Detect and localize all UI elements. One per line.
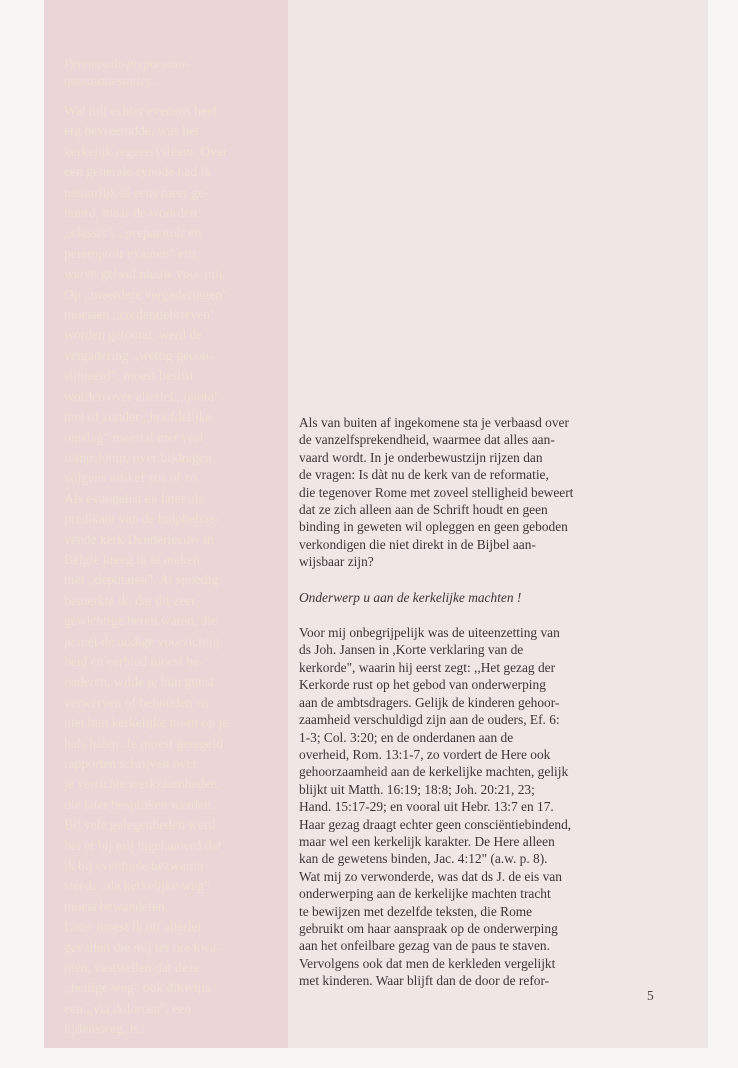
text-line: gehoorzaamheid aan de kerkelijke machten, gelijk (299, 764, 569, 780)
text-line: Kerkorde rust op het gebod van onderwerping (299, 677, 546, 693)
sidebar-text (64, 55, 284, 1040)
text-line: worden getoond, werd de (64, 327, 203, 343)
text-line: België kreeg ik te maken (64, 551, 200, 567)
sidebar-heading-line: quota-attestaties. . . . (64, 73, 174, 88)
text-line: kan de gewetens binden, Jac. 4:12" (a.w. p. 8). (299, 851, 548, 867)
text-line: peremptoir examen" enz. (64, 245, 201, 261)
text-line: naderen, wilde je hun gunst (64, 674, 214, 690)
text-line: stitueerd", moest beslist (64, 368, 194, 384)
text-line: hoord, maar de woorden (64, 205, 197, 221)
text-line: erg bevreemdde, was het (64, 123, 199, 139)
text-line: Vervolgens ook dat men de kerkleden vergelijkt (299, 955, 556, 971)
text-line: een ,,via dolorosa", een (64, 1000, 192, 1016)
text-line: maar wel een kerkelijk karakter. De Here alleen (299, 833, 555, 849)
text-line: een generale synode had ik (64, 164, 212, 180)
text-line: verwerven of behouden en (64, 694, 209, 710)
text-line: Voor mij onbegrijpelijk was de uiteenzetting van (299, 625, 560, 641)
text-line: Wat mij zo verwonderde, was dat ds J. de eis van (299, 868, 562, 884)
text-line: zaamheid verschuldigd zijn aan de ouders, Ef. 6: (299, 712, 560, 728)
sidebar-body (64, 101, 284, 1040)
text-line: Op ,,meerdere vergaderingen" (64, 286, 228, 302)
text-line: rapporten schrijven over (64, 756, 197, 771)
text-line: hals halen. Je moest geregeld (64, 735, 223, 751)
page-number: 5 (647, 988, 654, 1003)
text-line: natuurlijk al eens meer ge- (64, 184, 209, 200)
text-line: waren geheel nieuw voor mij. (64, 266, 226, 282)
paragraph-intro (299, 414, 661, 571)
text-line: moesten ,,credentiebrieven" (64, 307, 216, 323)
text-line: overheid, Rom. 13:1-7, zo vordert de Here ook (299, 746, 551, 762)
text-line: moest bewandelen. (64, 898, 169, 914)
text-line: gevallen die mij ter ore kwa- (64, 939, 221, 955)
text-line: Later moest ik uit allerlei (64, 919, 202, 935)
text-line: Bij vele gelegenheden werd (64, 817, 216, 833)
text-line: met ,,deputaten". Al spoedig (64, 572, 219, 588)
text-line: te bewijzen met dezelfde teksten, die Rome (299, 903, 533, 919)
text-line: met of zonder ,,hoofdelijke (64, 409, 212, 425)
text-line: Hand. 15:17-29; en vooral uit Hebr. 13:7 en 17. (299, 799, 554, 815)
text-line: het er bij mij ingehamerd dat (64, 837, 222, 853)
text-line: gewichtige heren waren, die (64, 613, 218, 629)
text-line: binding in geweten wil opleggen en geen geboden (299, 519, 568, 535)
text-line: omslag" meestal met veel (64, 429, 204, 445)
text-line: die later besproken werden. (64, 796, 215, 812)
text-line: bemerkte ik, dat dit zeer (64, 592, 196, 608)
text-line: 1-3; Col. 3:20; en de onderdanen aan de (299, 729, 514, 745)
sidebar-heading (64, 55, 284, 89)
section-subheading: Onderwerp u aan de kerkelijke machten ! (299, 589, 522, 605)
main-text (299, 414, 661, 990)
text-line: de vanzelfsprekendheid, waarmee dat alles aan- (299, 432, 555, 448)
text-line: niet hun kerkelijke toorn op je (64, 715, 229, 731)
text-line: aan het onfeilbare gezag van de paus te staven. (299, 938, 550, 954)
text-line: Als evangelist en later als (64, 490, 204, 506)
text-line: dat ze zich alleen aan de Schrift houdt en geen (299, 502, 548, 518)
text-line: aan de ambtsdragers. Gelijk de kinderen gehoor- (299, 694, 560, 710)
text-line: steeds ,,de kerkelijke weg" (64, 878, 210, 894)
text-line: de vragen: Is dàt nu de kerk van de reformatie, (299, 467, 549, 483)
paragraph-body (299, 624, 661, 990)
text-line: kerkorde", waarin hij eerst zegt: ,,Het gezag der (299, 659, 556, 675)
text-line: Haar gezag draagt echter geen consciëntiebindend, (299, 816, 572, 832)
text-line: Wat mij echter evenens heel (64, 103, 217, 118)
text-line: men, vaststellen dat deze (64, 960, 200, 976)
text-line: gebruikt om haar aanspraak op de onderwerping (299, 920, 558, 936)
text-line: verkondigen die niet direkt in de Bijbel aan- (299, 536, 536, 552)
text-line: kerkelijk regeersysteem. Over (64, 143, 228, 159)
text-line: blijkt uit Matth. 16:19; 18:8; Joh. 20:21, 23; (299, 781, 535, 797)
text-line: predikant van de hulpbehoe- (64, 511, 220, 527)
text-line: onderwerping aan de kerkelijke machten tracht (299, 886, 551, 902)
text-line: ,,heilige weg" ook dikwijls (64, 980, 211, 996)
text-line: ,,classis", ,,preparatoir en (64, 225, 202, 241)
text-line: rompslomp, over bijdragen (64, 449, 212, 465)
text-line: met kinderen. Waar blijft dan de door de refor- (299, 973, 550, 989)
text-line: heid en eerbied moest be- (64, 653, 204, 669)
text-line: ds Joh. Jansen in ,Korte verklaring van de (299, 642, 524, 658)
text-line: vende kerk Denderleeuw in (64, 531, 214, 547)
text-line: vergadering ,,wettig gecon- (64, 347, 214, 363)
text-line: lijdensweg, is. (64, 1021, 143, 1037)
text-line: volgens artikel zus of zo. (64, 470, 201, 486)
text-line: je verrichte werkzaamheden, (64, 776, 221, 792)
text-line: vaard wordt. In je onderbewustzijn rijzen dan (299, 449, 543, 465)
text-line: je met de nodige voorzichtig- (64, 633, 225, 649)
text-line: ik bij eventuele bezwaren (64, 858, 204, 874)
text-line: Als van buiten af ingekomene sta je verbaasd over (299, 415, 569, 430)
sidebar-heading-line: Peremptoir-preparatoir- (64, 56, 192, 71)
text-line: wijsbaar zijn? (299, 554, 374, 570)
text-line: worden over allerlei ,,quota" (64, 388, 220, 404)
text-line: die tegenover Rome met zoveel stelligheid beweert (299, 484, 574, 500)
